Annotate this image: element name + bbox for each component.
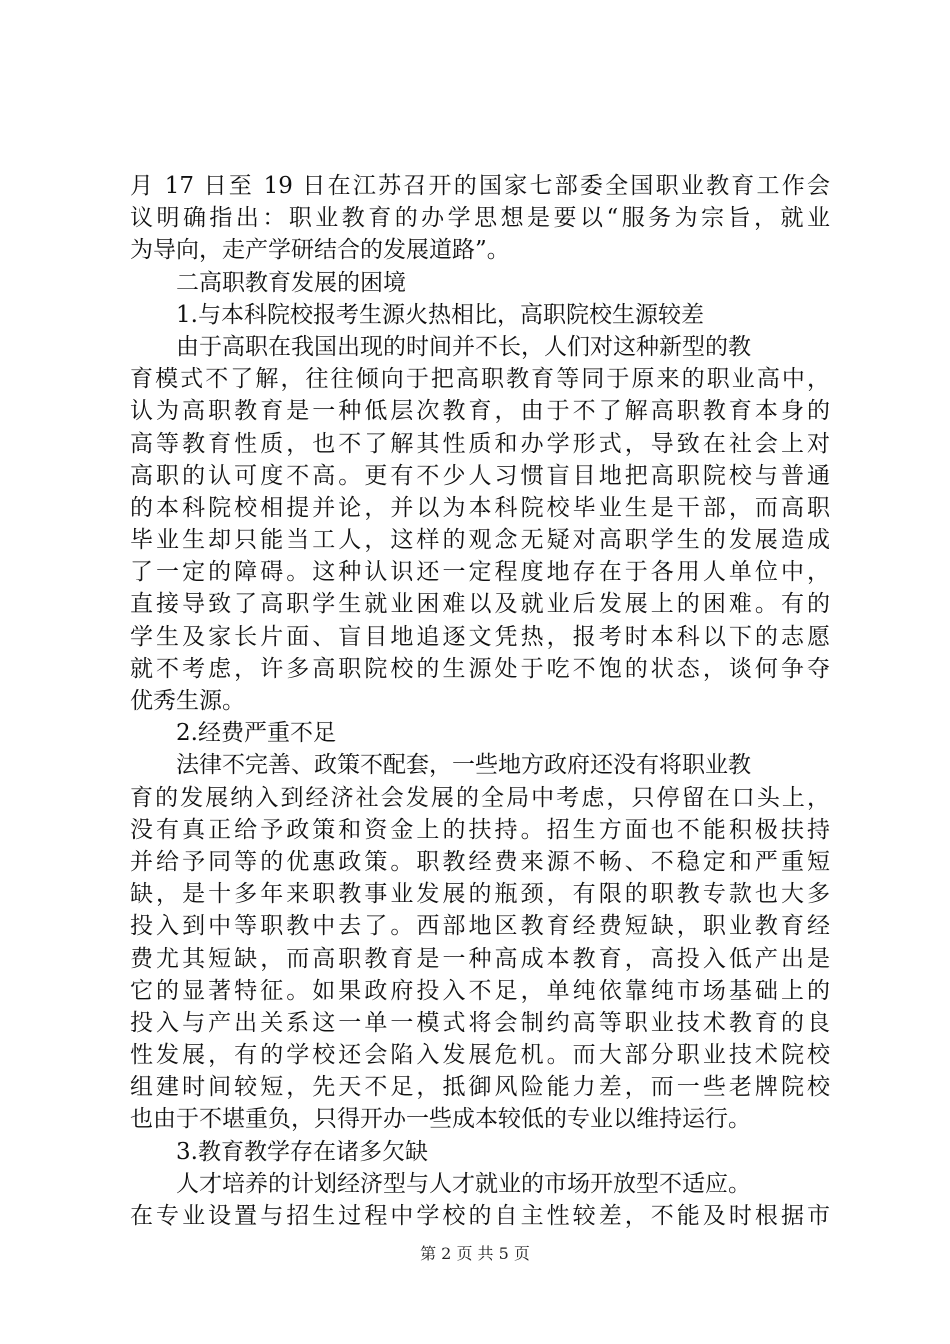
body-line: 的本科院校相提并论，并以为本科院校毕业生是干部，而高职	[130, 494, 830, 521]
subsection-heading: 3.教育教学存在诸多欠缺	[176, 1138, 428, 1165]
paragraph-first-line: 法律不完善、政策不配套，一些地方政府还没有将职业教	[176, 752, 751, 779]
body-line: 认为高职教育是一种低层次教育，由于不了解高职教育本身的	[130, 398, 830, 425]
body-line: 为导向，走产学研结合的发展道路”。	[130, 237, 510, 264]
body-line: 直接导致了高职学生就业困难以及就业后发展上的困难。有的	[130, 591, 830, 618]
body-line: 性发展，有的学校还会陷入发展危机。而大部分职业技术院校	[130, 1042, 830, 1069]
body-line: 投入与产出关系这一单一模式将会制约高等职业技术教育的良	[130, 1009, 830, 1036]
body-line: 缺，是十多年来职教事业发展的瓶颈，有限的职教专款也大多	[130, 881, 830, 908]
subsection-heading: 1.与本科院校报考生源火热相比，高职院校生源较差	[176, 301, 704, 328]
body-line: 它的显著特征。如果政府投入不足，单纯依靠纯市场基础上的	[130, 977, 830, 1004]
paragraph-first-line: 人才培养的计划经济型与人才就业的市场开放型不适应。	[176, 1170, 751, 1197]
body-line: 也由于不堪重负，只得开办一些成本较低的专业以维持运行。	[130, 1106, 751, 1133]
body-line: 费尤其短缺，而高职教育是一种高成本教育，高投入低产出是	[130, 945, 830, 972]
body-line: 高等教育性质，也不了解其性质和办学形式，导致在社会上对	[130, 430, 830, 457]
body-line: 育的发展纳入到经济社会发展的全局中考虑，只停留在口头上，	[130, 784, 830, 811]
paragraph-first-line: 由于高职在我国出现的时间并不长，人们对这种新型的教	[176, 333, 751, 360]
body-line: 在专业设置与招生过程中学校的自主性较差，不能及时根据市	[130, 1203, 830, 1229]
body-line: 就不考虑，许多高职院校的生源处于吃不饱的状态，谈何争夺	[130, 655, 830, 682]
body-line: 议明确指出：职业教育的办学思想是要以“服务为宗旨，就业	[130, 205, 830, 232]
body-line: 优秀生源。	[130, 688, 245, 714]
page-number-footer: 第 2 页 共 5 页	[420, 1244, 530, 1263]
section-heading: 二高职教育发展的困境	[176, 269, 406, 296]
body-line: 投入到中等职教中去了。西部地区教育经费短缺，职业教育经	[130, 913, 830, 940]
body-line: 月 17 日至 19 日在江苏召开的国家七部委全国职业教育工作会	[130, 173, 830, 199]
body-line: 没有真正给予政策和资金上的扶持。招生方面也不能积极扶持	[130, 816, 830, 843]
body-line: 高职的认可度不高。更有不少人习惯盲目地把高职院校与普通	[130, 462, 830, 489]
body-line: 毕业生却只能当工人，这样的观念无疑对高职学生的发展造成	[130, 527, 830, 554]
body-line: 并给予同等的优惠政策。职教经费来源不畅、不稳定和严重短	[130, 848, 830, 875]
document-body	[130, 170, 830, 1232]
body-line: 了一定的障碍。这种认识还一定程度地存在于各用人单位中，	[130, 559, 830, 586]
body-line: 学生及家长片面、盲目地追逐文凭热，报考时本科以下的志愿	[130, 623, 830, 650]
body-line: 育模式不了解，往往倾向于把高职教育等同于原来的职业高中，	[130, 366, 830, 393]
subsection-heading: 2.经费严重不足	[176, 720, 336, 747]
body-line: 组建时间较短，先天不足，抵御风险能力差，而一些老牌院校	[130, 1074, 830, 1101]
